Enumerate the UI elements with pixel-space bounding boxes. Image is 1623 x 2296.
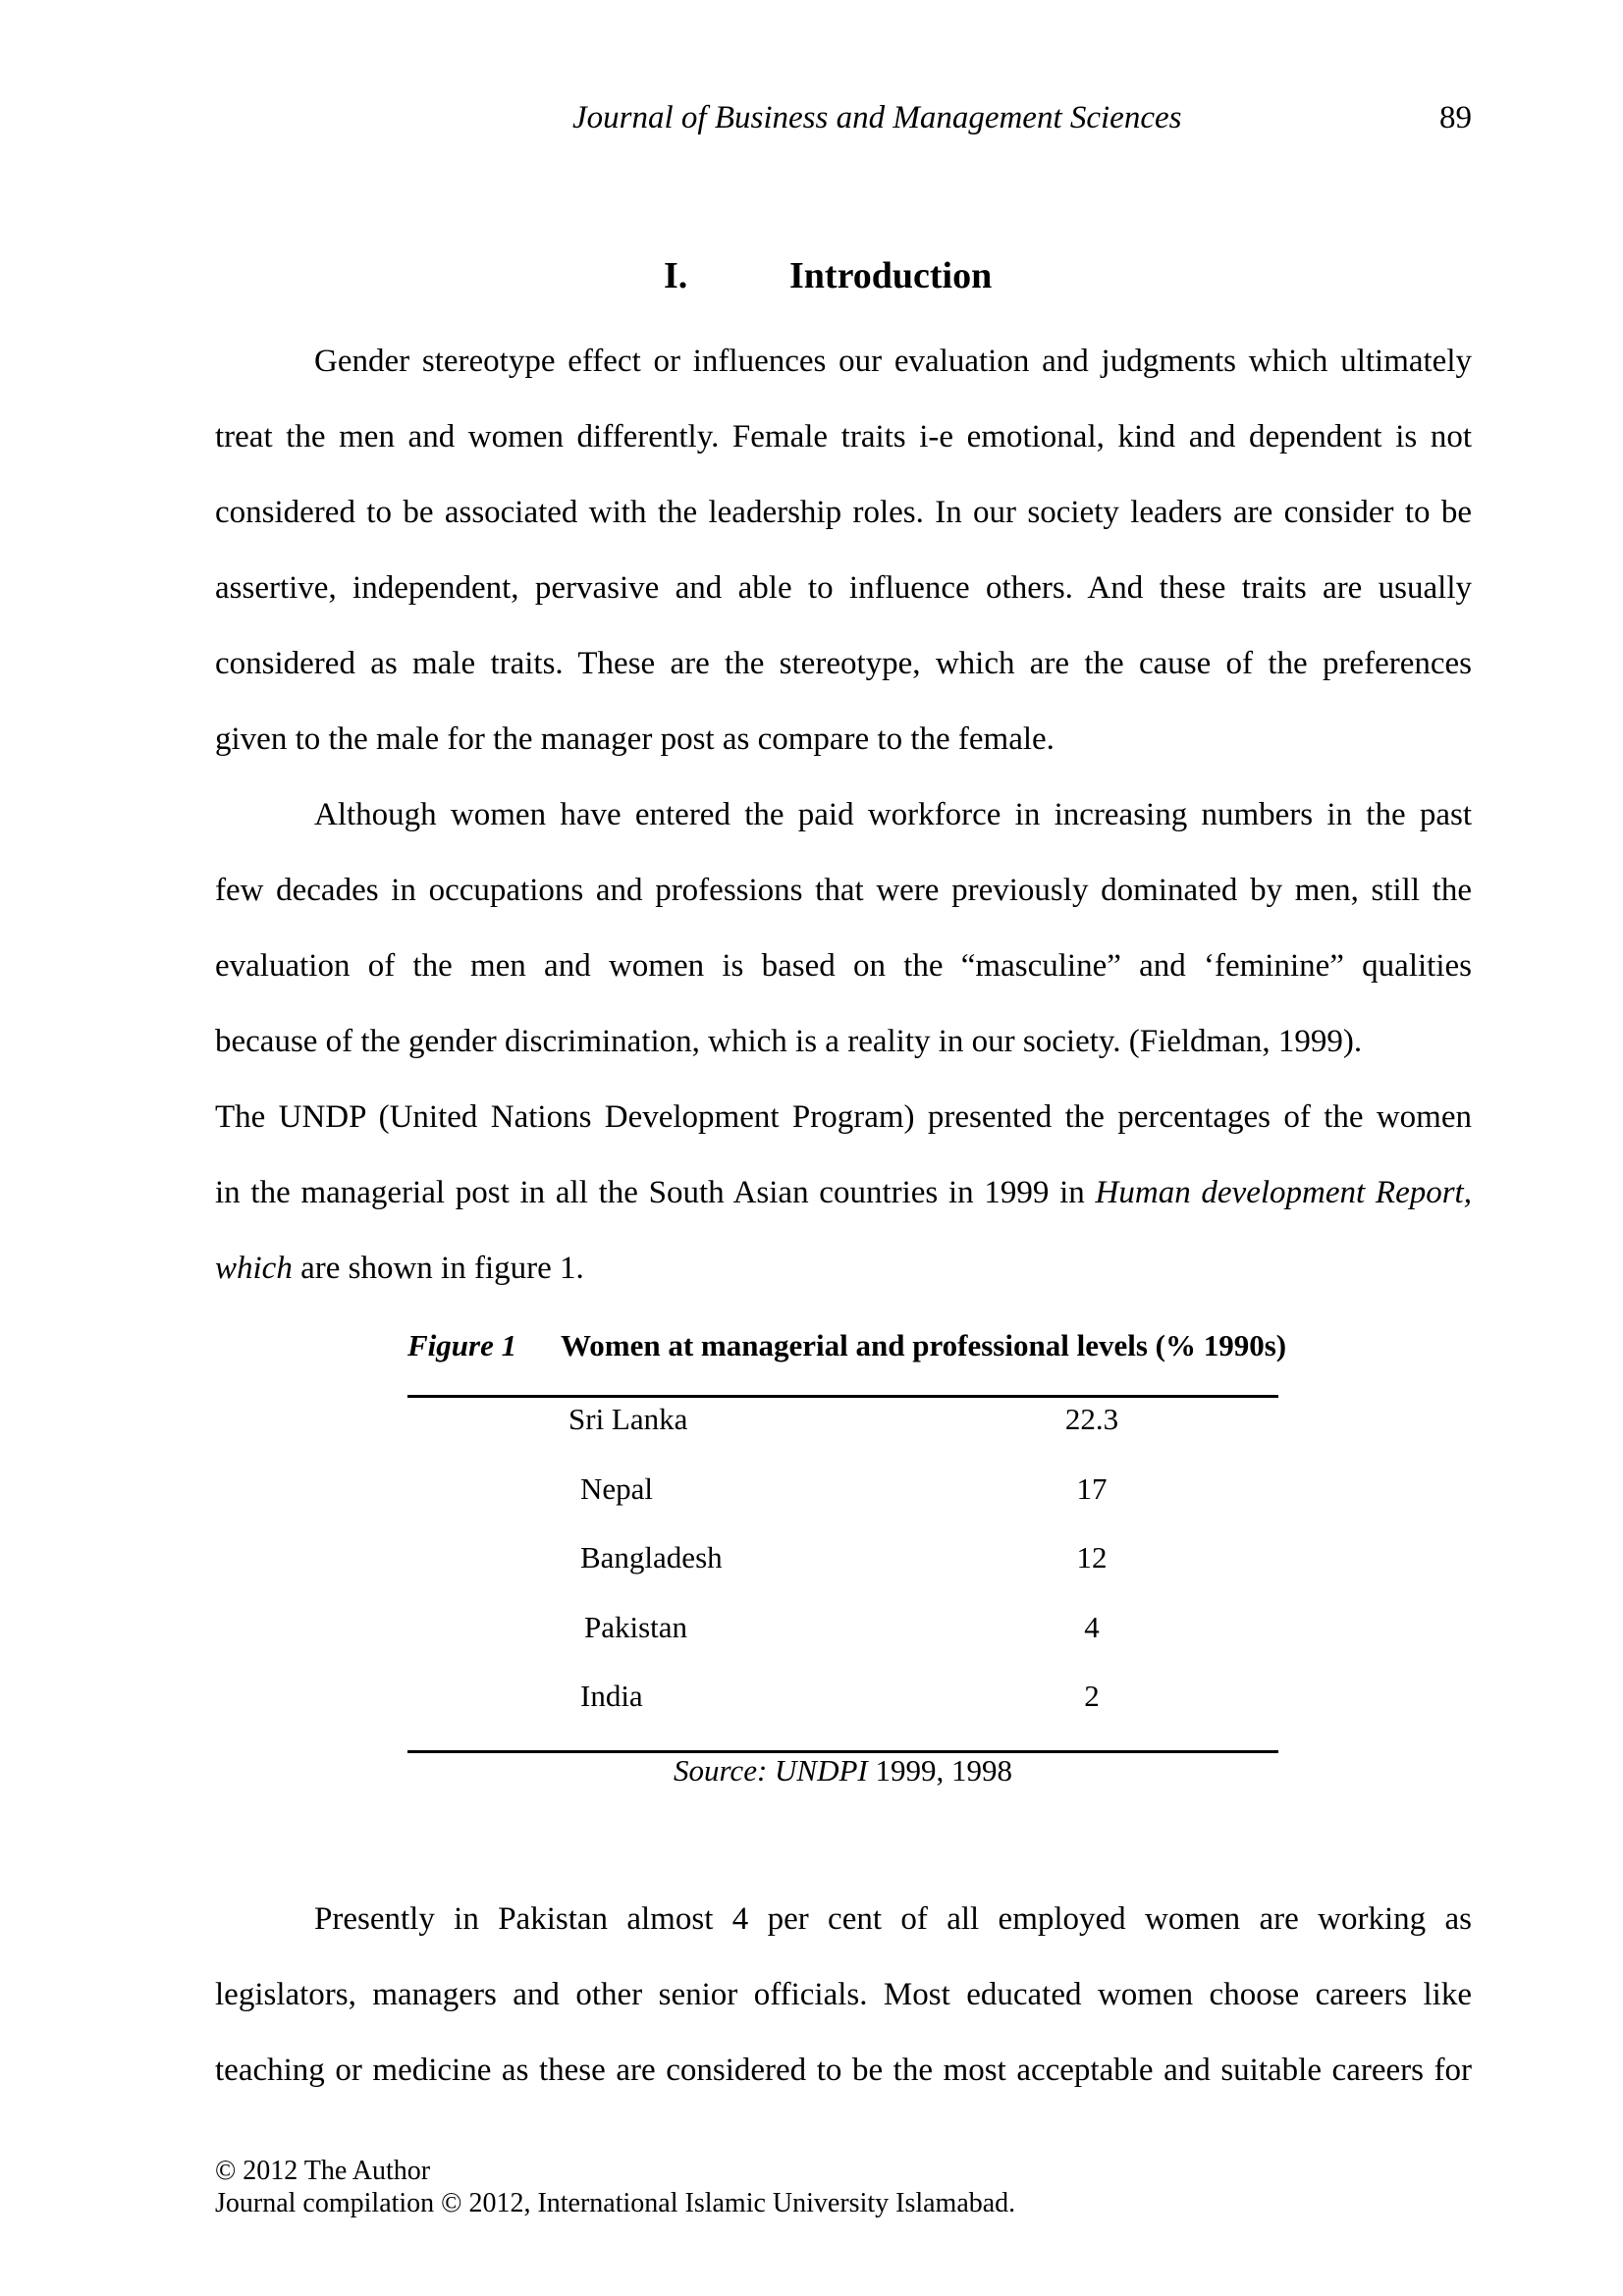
country-name: India [580,1679,643,1713]
paragraph-line: The UNDP (United Nations Development Program) presented the percentages of the women [215,1099,1472,1135]
paragraph-line: evaluation of the men and women is based on the “masculine” and ‘feminine” qualities [215,948,1472,984]
figure-table [0,1385,1623,1732]
page-footer [215,2155,1015,2219]
percentage-value: 12 [1076,1540,1108,1575]
report-title-italic: Human development Report, [1095,1175,1472,1210]
table-row [0,1385,1623,1455]
table-row [0,1523,1623,1593]
paragraph-4 [215,1882,1472,2109]
figure-source [407,1753,1278,1789]
percentage-value: 17 [1076,1470,1108,1506]
paragraph-line: considered as male traits. These are the stereotype, which are the cause of the preferences [215,646,1472,681]
footer-compilation: Journal compilation © 2012, International Islamic University Islamabad. [215,2188,1016,2218]
source-years: 1999, 1998 [867,1753,1012,1788]
percentage-value: 2 [1084,1679,1100,1713]
section-title: Introduction [789,255,993,296]
country-name: Pakistan [584,1609,688,1644]
paragraph-1 [215,324,1472,777]
percentage-value: 4 [1084,1609,1100,1644]
footer-copyright: © 2012 The Author [215,2156,431,2186]
paragraph-line: few decades in occupations and professions that were previously dominated by men, still the [215,873,1472,908]
page-number: 89 [1439,100,1472,135]
paragraph-3 [215,1080,1472,1307]
paragraph-line: given to the male for the manager post as compare to the female. [215,721,1055,757]
paragraph-line: Presently in Pakistan almost 4 per cent of all employed women are working as [314,1901,1472,1937]
paragraph-line: legislators, managers and other senior officials. Most educated women choose careers like [215,1977,1472,2012]
paragraph-line [215,1155,1472,1231]
running-header-title: Journal of Business and Management Sciences [572,100,1182,135]
paragraph-line: Although women have entered the paid workforce in increasing numbers in the past [314,797,1472,832]
section-number: I. [664,255,688,296]
paragraph-line: Gender stereotype effect or influences our evaluation and judgments which ultimately [314,344,1472,379]
country-name: Nepal [580,1470,654,1506]
country-name: Bangladesh [580,1540,723,1575]
paragraph-line [215,1231,1472,1307]
table-row [0,1455,1623,1524]
paragraph-line: teaching or medicine as these are considered to be the most acceptable and suitable careers for [215,2053,1472,2088]
italic-word: which [215,1251,293,1286]
figure-label: Figure 1 [407,1328,517,1362]
body-text-bottom [215,1882,1472,2109]
percentage-value: 22.3 [1064,1402,1119,1436]
country-name: Sri Lanka [568,1402,688,1436]
line-text: in the managerial post in all the South Asian countries in 1999 in [215,1175,1096,1210]
figure-caption: Women at managerial and professional levels (% 1990s) [561,1328,1287,1362]
body-text-top [215,324,1472,1307]
paragraph-line: treat the men and women differently. Female traits i-e emotional, kind and dependent is not [215,419,1472,454]
paragraph-line: considered to be associated with the leadership roles. In our society leaders are consider to be [215,495,1472,530]
paragraph-2 [215,777,1472,1080]
line-text: are shown in figure 1. [292,1251,584,1286]
table-row [0,1662,1623,1732]
paragraph-line: because of the gender discrimination, which is a reality in our society. (Fieldman, 1999). [215,1024,1363,1059]
source-label: Source: UNDPI [674,1753,868,1788]
paragraph-line: assertive, independent, pervasive and able to influence others. And these traits are usually [215,570,1472,606]
table-row [0,1593,1623,1663]
